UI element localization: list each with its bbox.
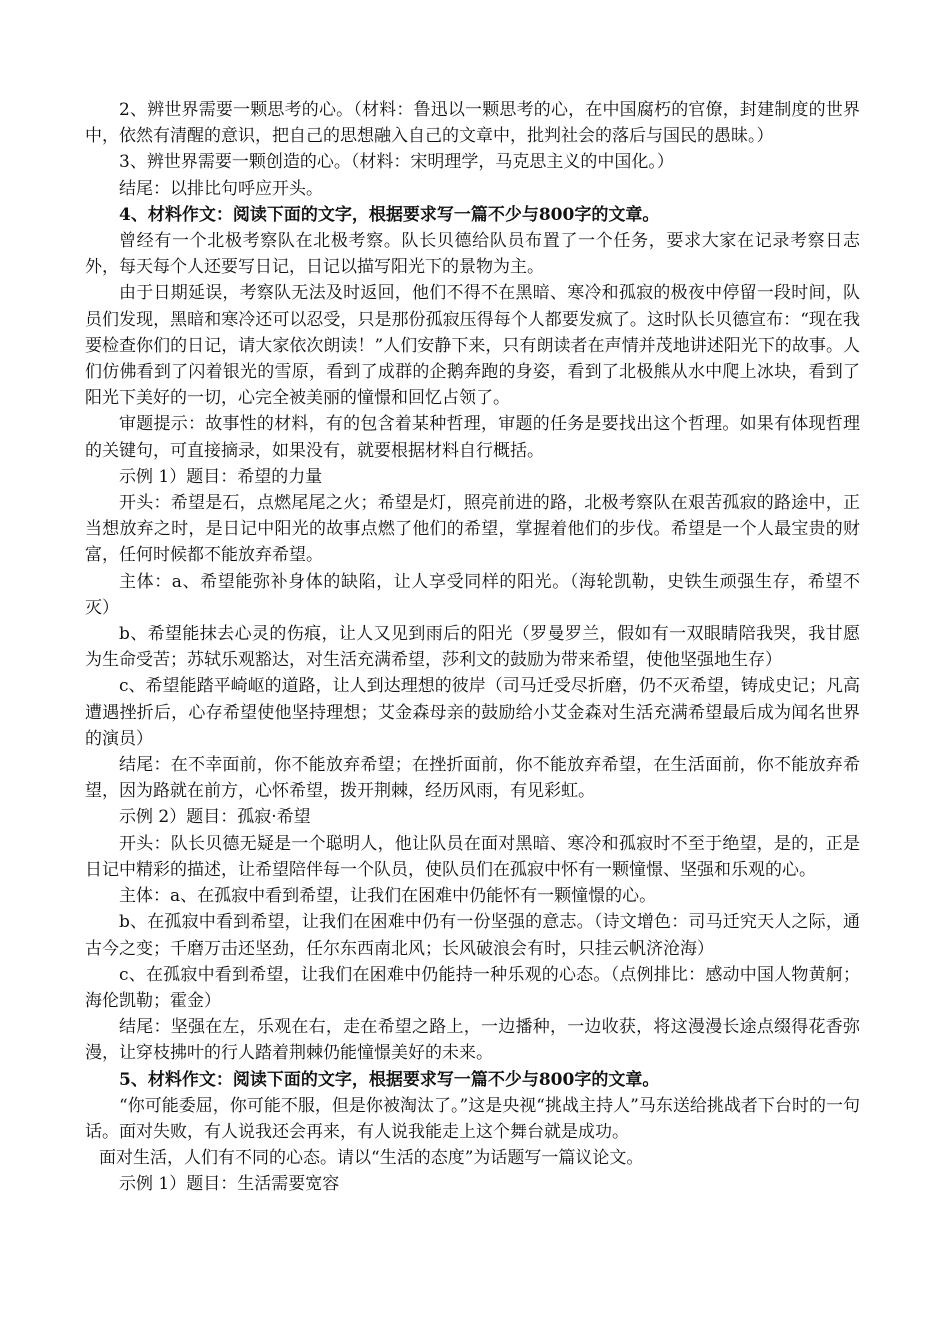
example-1-title: 示例 1）题目：希望的力量 (119, 466, 323, 487)
example-2-title: 示例 2）题目：孤寂·希望 (119, 807, 311, 828)
heading-material-essay-4: 4、材料作文：阅读下面的文字，根据要求写一篇不少与800字的文章。 (119, 204, 660, 225)
example-1-body-b: b、希望能抹去心灵的伤痕，让人又见到雨后的阳光（罗曼罗兰，假如有一双眼睛陪我哭，我甘愿为生命受苦；苏轼乐观豁达，对生活充满希望，莎利文的鼓励为带来希望，使他坚强地生存） (85, 624, 860, 671)
example-2-body-b: b、在孤寂中看到希望，让我们在困难中仍有一份坚强的意志。（诗文增色：司马迁究天人之际，通古今之变；千磨万击还坚劲，任尔东西南北风；长风破浪会有时，只挂云帆济沧海） (85, 912, 860, 959)
example-1-ending: 结尾：在不幸面前，你不能放弃希望；在挫折面前，你不能放弃希望，在生活面前，你不能放弃希望，因为路就在前方，心怀希望，拨开荆棘，经历风雨，有见彩虹。 (85, 755, 860, 802)
paragraph-material-5-a: “你可能委屈，你可能不服，但是你被淘汰了。”这是央视“挑战主持人”马东送给挑战者下台时的一句话。面对失败，有人说我还会再来，有人说我能走上这个舞台就是成功。 (85, 1095, 860, 1142)
paragraph-material-5-b: 面对生活，人们有不同的心态。请以“生活的态度”为话题写一篇议论文。 (99, 1148, 644, 1169)
paragraph-point-2: 2、辨世界需要一颗思考的心。（材料：鲁迅以一颗思考的心，在中国腐朽的官僚，封建制度的世界中，依然有清醒的意识，把自己的思想融入自己的文章中，批判社会的落后与国民的愚昧。） (85, 100, 860, 147)
example-2-body-a: 主体：a、在孤寂中看到希望，让我们在困难中仍能怀有一颗憧憬的心。 (119, 886, 657, 907)
paragraph-material-4-b: 由于日期延误，考察队无法及时返回，他们不得不在黑暗、寒冷和孤寂的极夜中停留一段时间，队员们发现，黑暗和寒冷还可以忍受，只是那份孤寂压得每个人都要发疯了。这时队长贝德宣布：“现在我要检查你们的日记，请大家依次朗读！”人们安静下来，只有朗读者在声情并茂地讲述阳光下的故事。人们仿佛看到了闪着银光的雪原，看到了成群的企鹅奔跑的身姿，看到了北极熊从水中爬上冰块，看到了阳光下美好的一切，心完全被美丽的憧憬和回忆占领了。 (85, 283, 860, 409)
example-2-body-c: c、在孤寂中看到希望，让我们在困难中仍能持一种乐观的心态。（点例排比：感动中国人物黄舸；海伦凯勒；霍金） (85, 964, 860, 1011)
example-2-opening: 开头：队长贝德无疑是一个聪明人，他让队员在面对黑暗、寒冷和孤寂时不至于绝望，是的，正是日记中精彩的描述，让希望陪伴每一个队员，使队员们在孤寂中怀有一颗憧憬、坚强和乐观的心。 (85, 833, 860, 880)
example-1-body-a: 主体：a、希望能弥补身体的缺陷，让人享受同样的阳光。（海轮凯勒，史铁生顽强生存，希望不灭） (85, 571, 860, 618)
paragraph-prompt-tip: 审题提示：故事性的材料，有的包含着某种哲理，审题的任务是要找出这个哲理。如果有体现哲理的关键句，可直接摘录，如果没有，就要根据材料自行概括。 (85, 414, 860, 461)
paragraph-material-4-a: 曾经有一个北极考察队在北极考察。队长贝德给队员布置了一个任务，要求大家在记录考察日志外，每天每个人还要写日记，日记以描写阳光下的景物为主。 (85, 231, 860, 278)
paragraph-conclusion-1: 结尾：以排比句呼应开头。 (119, 178, 323, 199)
heading-material-essay-5: 5、材料作文：阅读下面的文字，根据要求写一篇不少与800字的文章。 (119, 1069, 660, 1090)
paragraph-point-3: 3、辨世界需要一颗创造的心。（材料：宋明理学，马克思主义的中国化。） (119, 152, 674, 173)
example-1-opening: 开头：希望是石，点燃尾尾之火；希望是灯，照亮前进的路，北极考察队在艰苦孤寂的路途中，正当想放弃之时，是日记中阳光的故事点燃了他们的希望，掌握着他们的步伐。希望是一个人最宝贵的财富，任何时候都不能放弃希望。 (85, 493, 860, 566)
example-2-ending: 结尾：坚强在左，乐观在右，走在希望之路上，一边播种，一边收获，将这漫漫长途点缀得花香弥漫，让穿枝拂叶的行人踏着荆棘仍能憧憬美好的未来。 (85, 1017, 860, 1064)
example-5-1-title: 示例 1）题目：生活需要宽容 (119, 1174, 340, 1195)
example-1-body-c: c、希望能踏平崎岖的道路，让人到达理想的彼岸（司马迁受尽折磨，仍不灭希望，铸成史记；凡高遭遇挫折后，心存希望使他坚持理想；艾金森母亲的鼓励给小艾金森对生活充满希望最后成为闻名世界的演员） (85, 676, 860, 749)
